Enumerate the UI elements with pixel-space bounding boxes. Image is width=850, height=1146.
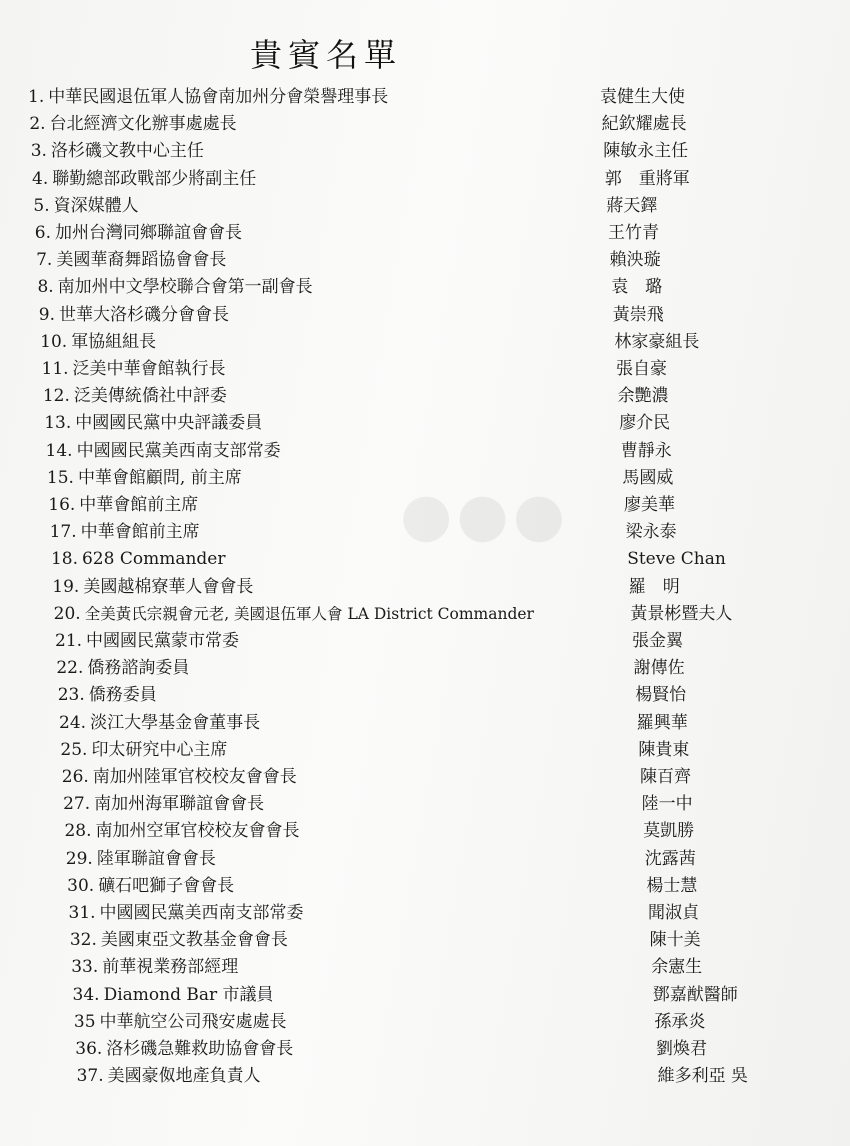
guest-row: [63, 791, 264, 818]
guest-title: 前華視業務部經理: [102, 957, 239, 978]
guest-title: 美國東亞文教基金會會長: [100, 930, 288, 951]
guest-title: 礦石吧獅子會會長: [98, 875, 235, 896]
guest-title: 全美黃氏宗親會元老, 美國退伍軍人會 LA District Commander: [84, 604, 534, 623]
guest-number: 23.: [57, 685, 85, 706]
guest-row: [47, 465, 242, 492]
guest-name: 陳百齊: [640, 767, 691, 787]
guest-name: 余艷濃: [617, 386, 669, 407]
guest-name: 羅興華: [636, 712, 688, 733]
guest-number: 4.: [32, 168, 49, 189]
guest-number: 37.: [76, 1066, 104, 1087]
guest-title: 台北經濟文化辦事處處長: [49, 114, 237, 135]
guest-row: [48, 492, 198, 519]
guest-name: 羅 明: [628, 576, 680, 597]
guest-number: 3.: [30, 141, 47, 162]
guest-title: 印太研究中心主席: [91, 739, 228, 760]
guest-name: 袁健生大使: [600, 87, 685, 107]
guest-title: 洛杉磯急難救助協會會長: [106, 1039, 294, 1059]
guest-row: [35, 220, 242, 247]
guest-title: 僑務諮詢委員: [87, 658, 190, 679]
guest-row: [56, 655, 189, 682]
guest-number: 22.: [56, 658, 84, 679]
guest-number: 24.: [59, 712, 87, 733]
guest-number: 2.: [29, 114, 46, 135]
guest-name: 沈露茜: [644, 848, 696, 869]
guest-row: [75, 1036, 293, 1063]
guest-number: 20.: [53, 603, 81, 624]
guest-number: 15.: [46, 467, 74, 488]
guest-name: 張金翼: [632, 631, 683, 651]
bleed-through-shadow: ●●●: [400, 480, 570, 550]
guest-name: 張自豪: [616, 359, 667, 379]
guest-number: 27.: [63, 794, 91, 815]
guest-name: 黃景彬暨夫人: [630, 603, 733, 624]
guest-name: Steve Chan: [627, 549, 726, 570]
guest-name: 楊賢怡: [635, 685, 687, 706]
guest-name: 郭 重將軍: [604, 168, 690, 189]
guest-row: [73, 982, 274, 1009]
guest-number: 5.: [33, 195, 50, 216]
guest-title: 南加州空軍官校校友會會長: [95, 821, 300, 842]
guest-row: [64, 818, 299, 845]
guest-number: 33.: [71, 957, 99, 978]
guest-name: 蔣天鐸: [606, 195, 658, 216]
guest-row: [67, 873, 234, 900]
guest-name: 楊士慧: [646, 875, 698, 896]
guest-name: 賴泱璇: [609, 250, 661, 271]
guest-row: [60, 737, 227, 764]
guest-row: [71, 954, 238, 981]
guest-number: 17.: [49, 522, 77, 543]
guest-name: 曹靜永: [620, 440, 672, 461]
guest-number: 8.: [37, 277, 54, 298]
guest-row: [58, 682, 157, 709]
guest-name: 廖介民: [619, 413, 671, 434]
guest-title: 世華大洛杉磯分會會長: [59, 304, 230, 325]
guest-title: 中華航空公司飛安處處長: [99, 1011, 287, 1032]
guest-row: [77, 1063, 261, 1090]
guest-number: 1.: [28, 87, 45, 107]
guest-title: 陸軍聯誼會會長: [96, 848, 216, 869]
guest-number: 36.: [75, 1039, 103, 1059]
guest-number: 30.: [67, 875, 95, 896]
guest-number: 31.: [68, 903, 96, 923]
guest-name: 謝傳佐: [633, 658, 685, 679]
guest-name: 陳十美: [649, 930, 701, 951]
guest-name: 黃崇飛: [612, 304, 664, 325]
guest-name: 劉煥君: [656, 1039, 707, 1059]
guest-name: 余憲生: [651, 957, 703, 978]
guest-row: [42, 356, 226, 383]
guest-title: 泛美傳統僑社中評委: [73, 386, 227, 407]
guest-number: 13.: [44, 413, 72, 434]
guest-row: [40, 329, 156, 356]
guest-number: 7.: [36, 250, 53, 271]
guest-title: 中國國民黨美西南支部常委: [76, 440, 281, 461]
guest-title: 南加州中文學校聯合會第一副會長: [57, 277, 313, 298]
guest-row: [55, 628, 239, 655]
guest-row: [28, 84, 388, 111]
guest-title: 美國華裔舞蹈協會會長: [56, 250, 227, 271]
guest-name: 紀欽耀處長: [601, 114, 687, 135]
guest-row: [32, 166, 256, 193]
guest-number: 12.: [42, 386, 70, 407]
guest-row: [39, 302, 229, 329]
guest-number: 25.: [60, 739, 88, 760]
guest-name: 馬國威: [622, 467, 674, 488]
guest-name: 梁永泰: [625, 522, 677, 543]
guest-row: [43, 383, 227, 410]
guest-number: 9.: [38, 304, 56, 325]
guest-name: 鄧嘉猷醫師: [652, 984, 738, 1005]
guest-name: 袁 璐: [611, 277, 663, 298]
guest-title: 淡江大學基金會董事長: [90, 712, 261, 733]
guest-number: 19.: [52, 576, 80, 597]
guest-row: [74, 1009, 287, 1036]
guest-row: [33, 193, 138, 220]
guest-name: 莫凱勝: [643, 821, 695, 842]
guest-title: 628 Commander: [81, 549, 226, 570]
guest-title: 加州台灣同鄉聯誼會會長: [54, 223, 242, 243]
guest-title: 中國國民黨中央評議委員: [75, 413, 263, 434]
guest-title: 中國國民黨蒙市常委: [86, 631, 240, 651]
guest-number: 18.: [50, 549, 78, 570]
guest-title: 資深媒體人: [53, 195, 139, 216]
guest-title: 軍協組組長: [71, 331, 157, 352]
guest-name: 王竹青: [608, 223, 659, 243]
guest-row: [54, 601, 534, 628]
guest-name: 廖美華: [624, 495, 675, 515]
guest-number: 32.: [69, 930, 97, 951]
guest-row: [66, 846, 216, 873]
guest-row: [62, 764, 297, 791]
guest-number: 11.: [41, 359, 69, 379]
guest-title: 中華會館前主席: [79, 495, 199, 515]
guest-title: 美國豪伮地產負責人: [107, 1066, 261, 1087]
guest-number: 21.: [55, 631, 83, 651]
guest-name: 維多利亞 吳: [657, 1066, 748, 1087]
guest-number: 28.: [64, 821, 92, 842]
guest-row: [69, 900, 304, 927]
guest-row: [46, 438, 281, 465]
guest-row: [59, 710, 260, 737]
guest-row: [70, 927, 288, 954]
guest-title: Diamond Bar 市議員: [103, 984, 274, 1005]
guest-row: [44, 410, 262, 437]
guest-row: [52, 574, 253, 601]
guest-title: 洛杉磯文教中心主任: [50, 141, 204, 162]
guest-name: 林家豪組長: [614, 331, 700, 352]
guest-number: 35: [73, 1011, 96, 1032]
guest-number: 6.: [34, 223, 51, 243]
guest-title: 中國國民黨美西南支部常委: [99, 903, 304, 923]
guest-title: 中華會館顧問, 前主席: [77, 467, 242, 488]
guest-number: 16.: [48, 495, 76, 515]
page-title: 貴賓名單: [250, 36, 403, 74]
guest-row: [37, 274, 312, 301]
guest-row: [36, 247, 226, 274]
guest-name: 陸一中: [641, 794, 693, 815]
guest-row: [31, 138, 204, 165]
guest-title: 聯勤總部政戰部少將副主任: [52, 168, 257, 189]
guest-number: 26.: [61, 767, 89, 787]
guest-row: [51, 546, 226, 573]
guest-number: 29.: [65, 848, 93, 869]
guest-name: 孫承炎: [654, 1011, 706, 1032]
guest-title: 泛美中華會館執行長: [72, 359, 226, 379]
guest-name: 陳敏永主任: [603, 141, 689, 162]
guest-title: 中華會館前主席: [80, 522, 200, 543]
guest-title: 中華民國退伍軍人協會南加州分會榮譽理事長: [48, 87, 389, 107]
guest-number: 10.: [40, 331, 68, 352]
guest-row: [29, 111, 236, 138]
guest-title: 南加州陸軍官校校友會會長: [92, 767, 297, 787]
guest-title: 南加州海軍聯誼會會長: [94, 794, 265, 815]
guest-name: 聞淑貞: [648, 903, 699, 923]
guest-number: 14.: [45, 440, 73, 461]
guest-number: 34.: [72, 984, 100, 1005]
guest-name: 陳貴東: [638, 739, 690, 760]
guest-row: [50, 519, 200, 546]
guest-title: 美國越棉寮華人會會長: [83, 576, 254, 597]
guest-title: 僑務委員: [88, 685, 157, 706]
